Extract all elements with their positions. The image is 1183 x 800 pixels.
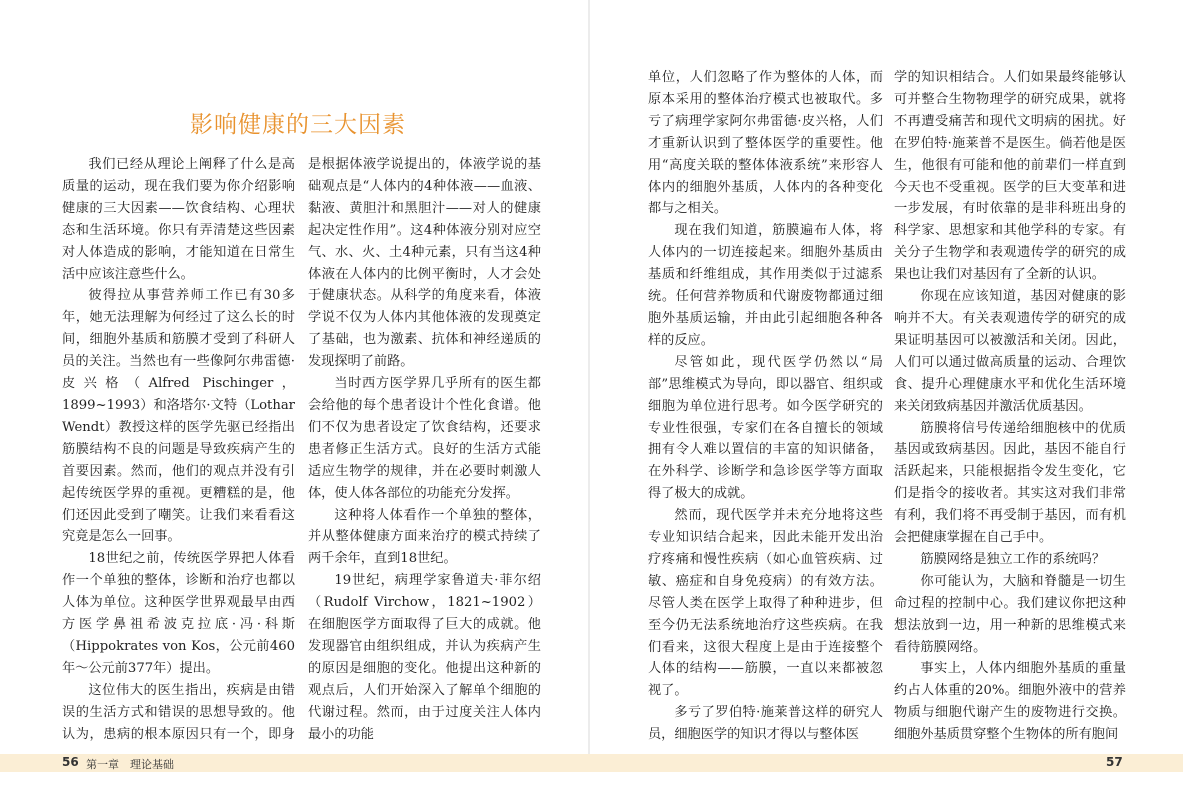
page-title: 影响健康的三大因素 [190,112,406,138]
paragraph: 筋膜将信号传递给细胞核中的优质基因或致病基因。因此，基因不能自行活跃起来，只能根据指令发生变化，它们是指令的接收者。其实这对我们非常有利，我们将不再受制于基因，而有机会把健康掌握在自己手中。 [894,420,1126,546]
text-column-3 [648,67,883,744]
paragraph: 然而，现代医学并未充分地将这些专业知识结合起来，因此未能开发出治疗疼痛和慢性疾病（如心血管疾病、过敏、癌症和自身免疫病）的有效方法。尽管人类在医学上取得了种种进步，但至今仍无法系统地治疗这些疾病。在我们看来，这很大程度上是由于连接整个人体的结构——筋膜，一直以来都被忽视了。 [648,508,883,699]
paragraph: 19世纪，病理学家鲁道夫·菲尔绍（Rudolf Virchow，1821~1902）在细胞医学方面取得了巨大的成就。他发现器官由组织组成，并认为疾病产生的原因是细胞的变化。他提出这种新的观点后，人们开始深入了解单个细胞的代谢过程。然而，由于过度关注人体内最小的功能 [308,573,541,742]
paragraph: 18世纪之前，传统医学界把人体看作一个单独的整体，诊断和治疗也都以人体为单位。这种医学世界观最早由西方医学鼻祖希波克拉底·冯·科斯（Hippokrates von Kos，公元前460年～公元前377年）提出。 [62,551,295,676]
page-footer [0,754,1183,772]
paragraph: 筋膜网络是独立工作的系统吗？ [920,551,1106,567]
chapter-label: 第一章 理论基础 [86,758,174,771]
paragraph: 这种将人体看作一个单独的整体，并从整体健康方面来治疗的模式持续了两千余年，直到18世纪。 [308,507,541,567]
paragraph: 多亏了罗伯特·施莱普这样的研究人员，细胞医学的知识才得以与整体医 [648,705,883,743]
paragraph: 单位，人们忽略了作为整体的人体，而原本采用的整体治疗模式也被取代。多亏了病理学家阿尔弗雷德·皮兴格，人们才重新认识到了整体医学的重要性。他用“高度关联的整体体液系统”来形容人体内的细胞外基质，人体内的各种变化都与之相关。 [648,70,883,217]
page-gutter [588,0,590,754]
paragraph: 当时西方医学界几乎所有的医生都会给他的每个患者设计个性化食谱。他们不仅为患者设定了饮食结构，还要求患者修正生活方式。良好的生活方式能适应生物学的规律，并在必要时刺激人体，使人体各部位的功能充分发挥。 [308,376,541,501]
paragraph: 你现在应该知道，基因对健康的影响并不大。有关表观遗传学的研究的成果证明基因可以被激活和关闭。因此，人们可以通过做高质量的运动、合理饮食、提升心理健康水平和优化生活环境来关闭致病基因并激活优质基因。 [894,289,1126,414]
text-column-2 [308,154,541,744]
paragraph: 事实上，人体内细胞外基质的重量约占人体重的20%。细胞外液中的营养物质与细胞代谢产生的废物进行交换。细胞外基质贯穿整个生物体的所有胞间 [894,661,1126,743]
paragraph: 你可能认为，大脑和脊髓是一切生命过程的控制中心。我们建议你把这种想法放到一边，用一种新的思维模式来看待筋膜网络。 [894,573,1126,655]
right-page-number: 57 [1106,755,1123,769]
text-column-4 [894,67,1126,744]
text-column-1 [62,154,295,744]
left-page-number: 56 [62,755,79,769]
paragraph: 是根据体液学说提出的，体液学说的基础观点是“人体内的4种体液——血液、黏液、黄胆汁和黑胆汁——对人的健康起决定性作用”。这4种体液分别对应空气、水、火、土4种元素，只有当这4种体液在人体内的比例平衡时，人才会处于健康状态。从科学的角度来看，体液学说不仅为人体内其他体液的发现奠定了基础，也为激素、抗体和神经递质的发现探明了前路。 [308,157,541,370]
paragraph: 我们已经从理论上阐释了什么是高质量的运动，现在我们要为你介绍影响健康的三大因素——饮食结构、心理状态和生活环境。你只有弄清楚这些因素对人体造成的影响，才能知道在日常生活中应该注意些什么。 [62,157,295,282]
paragraph: 彼得拉从事营养师工作已有30多年，她无法理解为何经过了这么长的时间，细胞外基质和筋膜才受到了科研人员的关注。当然也有一些像阿尔弗雷德·皮兴格（Alfred Pischinger，1899~1993）和洛塔尔·文特（Lothar Wendt）教授这样的医学先驱已经指出筋膜结构不良的问题是导致疾病产生的首要因素。然而，他们的观点并没有引起传统医学界的重视。更糟糕的是，他们还因此受到了嘲笑。让我们来看看这究竟是怎么一回事。 [62,288,295,545]
paragraph: 现在我们知道，筋膜遍布人体，将人体内的一切连接起来。细胞外基质由基质和纤维组成，其作用类似于过滤系统。任何营养物质和代谢废物都通过细胞外基质运输，并由此引起细胞各种各样的反应。 [648,223,883,348]
paragraph: 这位伟大的医生指出，疾病是由错误的生活方式和错误的思想导致的。他认为，患病的根本原因只有一个，即身 [62,682,295,742]
paragraph: 尽管如此，现代医学仍然以“局部”思维模式为导向，即以器官、组织或细胞为单位进行思考。如今医学研究的专业性很强，专家们在各自擅长的领域拥有令人难以置信的丰富的知识储备，在外科学、诊断学和急诊医学等方面取得了极大的成就。 [648,354,883,502]
paragraph: 学的知识相结合。人们如果最终能够认可并整合生物物理学的研究成果，就将不再遭受痛苦和现代文明病的困扰。好在罗伯特·施莱普不是医生。倘若他是医生，他很有可能和他的前辈们一样直到今天也不受重视。医学的巨大变革和进一步发展，有时依靠的是非科班出身的科学家、思想家和其他学科的专家。有关分子生物学和表观遗传学的研究的成果也让我们对基因有了全新的认识。 [894,70,1126,283]
